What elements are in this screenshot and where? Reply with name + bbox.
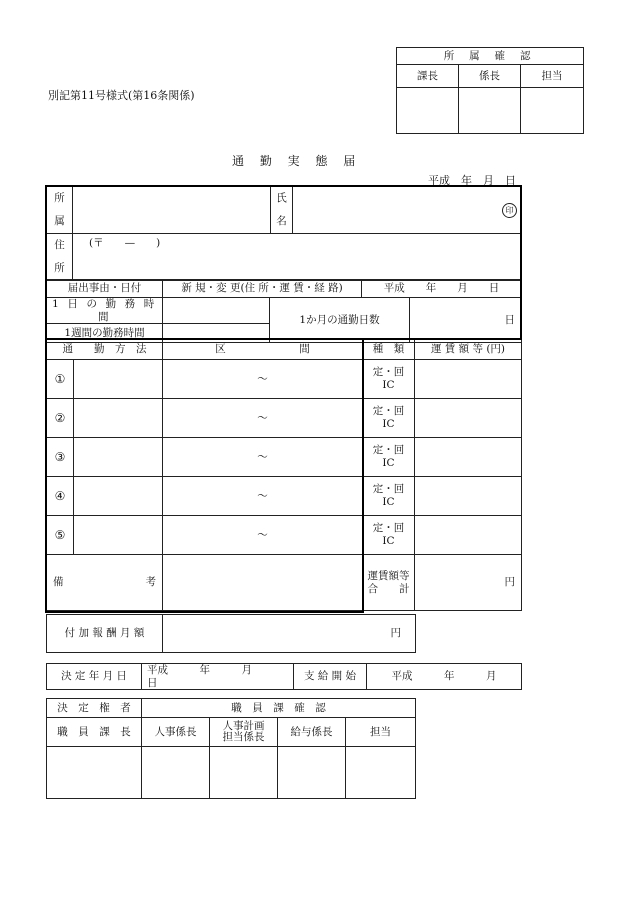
method-field[interactable] — [74, 516, 163, 555]
commute-days-label: 1か月の通勤日数 — [270, 298, 410, 343]
type-field[interactable] — [363, 477, 415, 516]
fare-field[interactable] — [415, 438, 522, 477]
type-field[interactable] — [363, 516, 415, 555]
reason-label: 届出事由・日付 — [47, 280, 163, 298]
commute-row — [47, 516, 522, 555]
type-option: 定・回 — [372, 444, 405, 457]
shimei-label: 氏 名 — [271, 187, 293, 234]
addon-label: 付 加 報 酬 月 額 — [47, 615, 163, 653]
col-jinji-keikaku: 人事計画 担当係長 — [210, 718, 278, 747]
stamp-jinji-kakaricho[interactable] — [142, 747, 210, 799]
submission-date: 平成 年 月 日 — [428, 174, 516, 187]
seal-icon: 印 — [502, 203, 517, 218]
col-kyuyo-kakaricho: 給与係長 — [278, 718, 346, 747]
daily-hours-label: 1 日 の 勤 務 時 間 — [47, 298, 163, 324]
type-option: 定・回 — [372, 405, 405, 418]
method-field[interactable] — [74, 477, 163, 516]
authority-stamp[interactable] — [47, 747, 142, 799]
fare-total-label — [363, 555, 415, 611]
affil-col-kacho: 課長 — [397, 65, 459, 88]
commute-row — [47, 438, 522, 477]
section-field[interactable]: ～ — [163, 438, 363, 477]
row-number: ④ — [47, 477, 74, 516]
type-ic: IC — [382, 457, 395, 469]
type-field[interactable] — [363, 399, 415, 438]
reason-value[interactable]: 新 規・変 更(住 所・運 賃・経 路) — [163, 280, 362, 298]
method-field[interactable] — [74, 360, 163, 399]
method-field[interactable] — [74, 399, 163, 438]
commute-row — [47, 360, 522, 399]
type-option: 定・回 — [372, 366, 405, 379]
type-ic: IC — [382, 418, 395, 430]
payment-start-label: 支 給 開 始 — [294, 664, 367, 690]
fare-field[interactable] — [415, 477, 522, 516]
fare-total-field[interactable]: 円 — [415, 555, 522, 611]
affiliation-confirm-table — [396, 47, 584, 134]
row-number: ① — [47, 360, 74, 399]
section-field[interactable]: ～ — [163, 399, 363, 438]
remarks-label-b: 考 — [145, 576, 156, 589]
fare-field[interactable] — [415, 360, 522, 399]
type-option: 定・回 — [372, 522, 405, 535]
section-field[interactable]: ～ — [163, 477, 363, 516]
type-ic: IC — [382, 379, 395, 391]
shozoku-field[interactable] — [73, 187, 271, 234]
applicant-table — [46, 186, 522, 281]
section-field[interactable]: ～ — [163, 360, 363, 399]
remarks-field[interactable] — [163, 555, 363, 611]
method-header: 通 勤 方 法 — [47, 339, 163, 360]
fare-total-label-2: 合 計 — [367, 582, 410, 595]
stamp-kyuyo-kakaricho[interactable] — [278, 747, 346, 799]
page-title: 通 勤 実 態 届 — [232, 154, 362, 168]
form-code: 別記第11号様式(第16条関係) — [48, 89, 195, 102]
staff-confirm-table — [46, 698, 416, 799]
authority-label-2: 職 員 課 長 — [47, 718, 142, 747]
staff-confirm-title: 職 員 課 確 認 — [142, 699, 416, 718]
shimei-field[interactable] — [293, 187, 522, 234]
row-number: ② — [47, 399, 74, 438]
jusho-field[interactable] — [73, 234, 522, 281]
type-ic: IC — [382, 496, 395, 508]
fare-field[interactable] — [415, 399, 522, 438]
type-ic: IC — [382, 535, 395, 547]
daily-hours-field[interactable] — [163, 298, 270, 324]
stamp-tanto[interactable] — [346, 747, 416, 799]
fare-total-label-1: 運賃額等 — [367, 569, 410, 582]
row-number: ⑤ — [47, 516, 74, 555]
payment-start-field[interactable]: 平成 年 月 — [367, 664, 522, 690]
decision-date-label: 決 定 年 月 日 — [47, 664, 142, 690]
weekly-hours-label: 1週間の勤務時間 — [47, 324, 163, 343]
method-field[interactable] — [74, 438, 163, 477]
section-header: 区 間 — [163, 339, 363, 360]
shozoku-label: 所 属 — [47, 187, 73, 234]
type-field[interactable] — [363, 438, 415, 477]
stamp-jinji-keikaku[interactable] — [210, 747, 278, 799]
addon-table — [46, 614, 416, 653]
col-tanto: 担当 — [346, 718, 416, 747]
affil-col-tanto: 担当 — [521, 65, 584, 88]
affil-stamp-kakaricho[interactable] — [459, 88, 521, 134]
remarks-label-a: 備 — [53, 576, 64, 589]
affil-stamp-kacho[interactable] — [397, 88, 459, 134]
type-field[interactable] — [363, 360, 415, 399]
reason-date[interactable]: 平成 年 月 日 — [362, 280, 522, 298]
commute-table — [46, 338, 522, 611]
remarks-label — [47, 555, 163, 611]
col-jinji-kakaricho: 人事係長 — [142, 718, 210, 747]
postal-code: (〒 — ) — [89, 237, 161, 250]
decision-table — [46, 663, 522, 690]
addon-field[interactable]: 円 — [163, 615, 416, 653]
authority-label-1: 決 定 権 者 — [47, 699, 142, 718]
type-header: 種 類 — [363, 339, 415, 360]
fare-header: 運 賃 額 等 (円) — [415, 339, 522, 360]
row-number: ③ — [47, 438, 74, 477]
commute-days-field[interactable]: 日 — [410, 298, 522, 343]
affil-stamp-tanto[interactable] — [521, 88, 584, 134]
affil-col-kakaricho: 係長 — [459, 65, 521, 88]
decision-date-field[interactable]: 平成 年 月 日 — [142, 664, 294, 690]
reason-hours-table — [46, 279, 522, 343]
commute-row — [47, 399, 522, 438]
jusho-label: 住 所 — [47, 234, 73, 281]
section-field[interactable]: ～ — [163, 516, 363, 555]
type-option: 定・回 — [372, 483, 405, 496]
commute-row — [47, 477, 522, 516]
fare-field[interactable] — [415, 516, 522, 555]
affiliation-confirm-title: 所 属 確 認 — [397, 48, 584, 65]
